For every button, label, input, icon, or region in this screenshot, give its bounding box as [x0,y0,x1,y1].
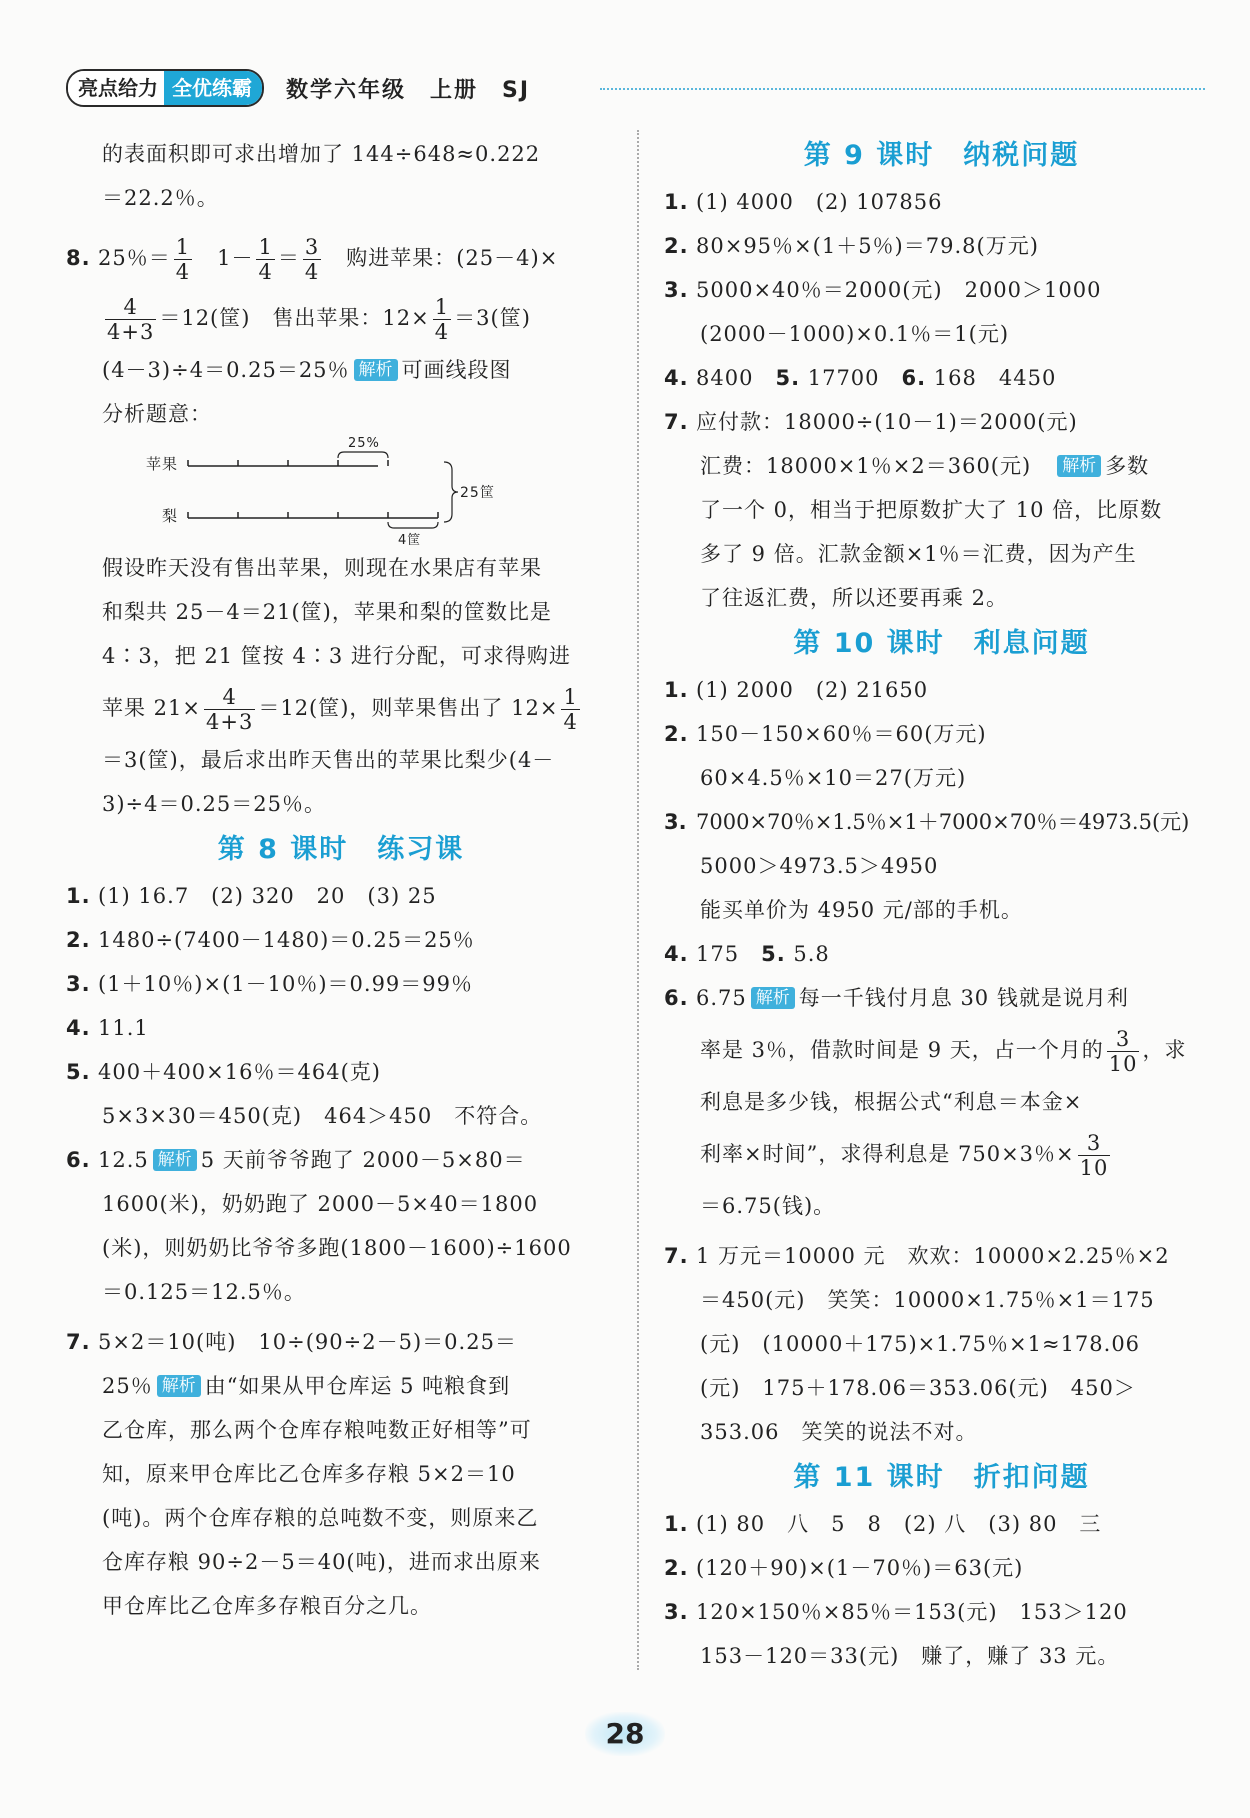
answer-3 [664,268,1219,312]
numerator: 3 [304,235,320,259]
text: (4－3)÷4＝0.25＝25％ [102,358,350,382]
text-line: 的表面积即可求出增加了 144÷648≈0.222 [102,142,541,166]
fraction [1107,1027,1140,1076]
diff-brace [388,522,438,528]
answer-5 [66,1050,616,1094]
analysis-tag: 解析 [1057,455,1101,477]
answer-3 [664,800,1219,844]
question-number: 3. [66,972,91,996]
question-number: 5. [66,1060,91,1084]
text: ，求 [1142,1038,1187,1062]
answer-1 [664,1502,1219,1546]
answer-1 [66,874,616,918]
text: 168 4450 [926,366,1057,390]
text: (1＋10％)×(1－10％)＝0.99＝99％ [98,972,474,996]
total-brace [444,462,458,522]
brand-logo [66,69,264,107]
text: 5.8 [785,942,830,966]
segment-diagram-svg [146,436,506,546]
question-number: 4. [664,942,689,966]
answer-7 [664,1234,1219,1278]
text: 由“如果从甲仓库运 5 吨粮食到 [204,1374,511,1398]
answer-4-5-6 [664,356,1219,400]
question-number: 2. [664,234,689,258]
text-line: (2000－1000)×0.1％＝1(元) [700,322,1010,346]
text: 可画线段图 [401,358,512,382]
text: 5000×40％＝2000(元) 2000＞1000 [696,278,1102,302]
denominator: 4+3 [206,710,254,734]
text-line: (元) (10000＋175)×1.75％×1≈178.06 [700,1332,1141,1356]
brand-left: 亮点给力 [68,71,164,105]
text-line: 分析题意： [102,402,212,426]
text-line: 5000＞4973.5＞4950 [700,854,939,878]
page-number: 28 [585,1712,665,1756]
text-line: 仓库存粮 90÷2－5＝40(吨)，进而求出原来 [102,1550,541,1574]
text: 12.5 [98,1148,149,1172]
question-number: 3. [664,278,689,302]
answer-6 [66,1138,616,1182]
question-number: 2. [664,722,689,746]
section-title-lesson-8: 第 8 课时 练习课 [217,834,465,865]
denominator: 4 [304,260,320,284]
pear-label: 梨 [162,507,179,525]
question-number: 3. [664,1600,689,1624]
text-line [66,1364,616,1408]
apple-label: 苹果 [146,455,179,473]
fraction [256,235,274,284]
text: 25％＝ [98,246,171,270]
text: 汇费：18000×1％×2＝360(元) [700,454,1032,478]
question-number: 8. [66,246,91,270]
right-column [664,132,1219,1678]
fraction [1078,1131,1111,1180]
text-line: 和梨共 25－4＝21(筐)，苹果和梨的筐数比是 [102,600,552,624]
numerator: 3 [1086,1131,1102,1155]
question-number: 4. [664,366,689,390]
question-8-line3 [66,348,616,392]
text-line [664,1020,1219,1080]
text-line: 153－120＝33(元) 赚了，赚了 33 元。 [700,1644,1120,1668]
answer-1 [664,668,1219,712]
text-line: (吨)。两个仓库存粮的总吨数不变，则原来乙 [102,1506,539,1530]
text: 80×95％×(1＋5％)＝79.8(万元) [696,234,1039,258]
text: 175 [696,942,762,966]
text-line: ＝3(筐)，最后求出昨天售出的苹果比梨少(4－ [102,748,555,772]
denominator: 4 [563,710,578,734]
text: (120＋90)×(1－70％)＝63(元) [696,1556,1024,1580]
text: 11.1 [98,1016,149,1040]
question-number: 2. [66,928,91,952]
denominator: 10 [1108,1052,1138,1076]
question-number: 6. [901,366,927,390]
numerator: 1 [434,295,450,319]
text-line: ＝6.75(钱)。 [700,1194,836,1218]
answer-2 [664,712,1219,756]
answer-2 [66,918,616,962]
question-number: 6. [664,986,689,1010]
text-line: 能买单价为 4950 元/部的手机。 [700,898,1023,922]
text-line: 353.06 笑笑的说法不对。 [700,1420,978,1444]
question-number: 2. [664,1556,689,1580]
segment-diagram [146,436,616,546]
column-divider [637,130,639,1670]
question-8-line2 [66,288,616,348]
question-number: 1. [66,884,91,908]
answer-7 [66,1320,616,1364]
section-title-lesson-9: 第 9 课时 纳税问题 [803,140,1080,171]
text: 1 万元＝10000 元 欢欢：10000×2.25％×2 [696,1244,1170,1268]
text: 120×150％×85％＝153(元) 153＞120 [696,1600,1128,1624]
fraction [561,685,579,734]
text-line: 了往返汇费，所以还要再乘 2。 [700,586,1009,610]
pct-label: 25% [348,436,380,451]
left-column [66,132,616,1628]
text: 5 天前爷爷跑了 2000－5×80＝ [200,1148,526,1172]
question-number: 7. [664,410,689,434]
analysis-tag: 解析 [354,359,398,381]
question-number: 1. [664,1512,689,1536]
fraction [105,295,156,344]
text: 利率×时间”，求得利息是 750×3％× [700,1142,1075,1166]
text: 每一千钱付月息 30 钱就是说月利 [798,986,1129,1010]
denominator: 4 [434,320,450,344]
text: 苹果 21× [102,696,201,720]
text: (1) 2000 (2) 21650 [696,678,929,702]
numerator: 1 [258,235,273,259]
fraction [174,235,192,284]
text-line: 甲仓库比乙仓库多存粮百分之几。 [102,1594,432,1618]
text: (1) 16.7 (2) 320 20 (3) 25 [98,884,437,908]
denominator: 10 [1079,1156,1109,1180]
text: (1) 80 八 5 8 (2) 八 (3) 80 三 [696,1512,1102,1536]
text: ＝12(筐) 售出苹果：12× [159,306,430,330]
question-number: 1. [664,678,689,702]
text-line: 多了 9 倍。汇款金额×1％＝汇费，因为产生 [700,542,1137,566]
question-number: 7. [66,1330,91,1354]
text: 8400 [696,366,776,390]
question-number: 5. [761,942,786,966]
text: ＝ [277,246,300,270]
answer-4 [66,1006,616,1050]
text-line: 假设昨天没有售出苹果，则现在水果店有苹果 [102,556,542,580]
text-line: 5×3×30＝450(克) 464＞450 不符合。 [102,1104,543,1128]
text-line: (米)，则奶奶比爷爷多跑(1800－1600)÷1600 [102,1236,572,1260]
text: 150－150×60％＝60(万元) [696,722,987,746]
analysis-tag: 解析 [153,1149,197,1171]
text-line [664,1124,1219,1184]
text: 1480÷(7400－1480)＝0.25＝25％ [98,928,475,952]
header-rule [600,88,1205,90]
fraction [433,295,451,344]
numerator: 4 [222,685,237,709]
text-line: 60×4.5％×10＝27(万元) [700,766,967,790]
text-line [66,678,616,738]
text-line: 知，原来甲仓库比乙仓库多存粮 5×2＝10 [102,1462,516,1486]
numerator: 1 [175,235,191,259]
page-header [66,68,530,108]
text-line: 4∶3，把 21 筐按 4∶3 进行分配，可求得购进 [102,644,571,668]
text-line: 了一个 0，相当于把原数扩大了 10 倍，比原数 [700,498,1163,522]
diff-label: 4筐 [398,533,422,546]
text-line: 乙仓库，那么两个仓库存粮吨数正好相等”可 [102,1418,532,1442]
fraction [303,235,321,284]
brand-right: 全优练霸 [164,71,262,105]
question-8-line1 [66,228,616,288]
text-line: ＝0.125＝12.5％。 [102,1280,306,1304]
text-line [664,444,1219,488]
answer-3 [664,1590,1219,1634]
text: 17700 [800,366,902,390]
text: 400＋400×16％＝464(克) [98,1060,381,1084]
answer-1 [664,180,1219,224]
numerator: 1 [563,685,578,709]
answer-4-5 [664,932,1219,976]
text: (1) 4000 (2) 107856 [696,190,943,214]
analysis-tag: 解析 [157,1375,201,1397]
answer-6 [664,976,1219,1020]
text: 7000×70％×1.5％×1＋7000×70％＝4973.5(元) [696,810,1190,834]
text-line: (元) 175＋178.06＝353.06(元) 450＞ [700,1376,1136,1400]
pct-brace [338,452,388,458]
numerator: 3 [1115,1027,1131,1051]
text: ＝3(筐) [454,306,531,330]
text: 购进苹果：(25－4)× [346,246,559,270]
answer-2 [664,1546,1219,1590]
text-line: 利息是多少钱，根据公式“利息＝本金× [700,1090,1083,1114]
text-line: ＝450(元) 笑笑：10000×1.75％×1＝175 [700,1288,1155,1312]
section-title-lesson-11: 第 11 课时 折扣问题 [793,1462,1090,1493]
text: 多数 [1105,454,1150,478]
section-title-lesson-10: 第 10 课时 利息问题 [793,628,1090,659]
numerator: 4 [123,295,138,319]
text: 率是 3％，借款时间是 9 天，占一个月的 [700,1038,1104,1062]
text: ＝12(筐)，则苹果售出了 12× [258,696,559,720]
question-number: 3. [664,810,687,834]
fraction [204,685,255,734]
text: 5×2＝10(吨) 10÷(90÷2－5)＝0.25＝ [98,1330,517,1354]
question-number: 5. [775,366,801,390]
denominator: 4 [175,260,191,284]
text: 6.75 [696,986,747,1010]
analysis-tag: 解析 [751,987,795,1009]
question-number: 1. [664,190,689,214]
denominator: 4 [258,260,273,284]
total-label: 25筐 [460,485,495,501]
question-number: 6. [66,1148,91,1172]
question-number: 7. [664,1244,689,1268]
text-line: 3)÷4＝0.25＝25％。 [102,792,326,816]
answer-3 [66,962,616,1006]
header-title: 数学六年级 上册 SJ [286,77,531,103]
text-line: 1600(米)，奶奶跑了 2000－5×40＝1800 [102,1192,539,1216]
denominator: 4+3 [107,320,155,344]
text: 25％ [102,1374,153,1398]
answer-2 [664,224,1219,268]
text: 1－ [217,246,254,270]
text: 应付款：18000÷(10－1)＝2000(元) [696,410,1078,434]
text-line: ＝22.2％。 [102,186,219,210]
answer-7 [664,400,1219,444]
question-number: 4. [66,1016,91,1040]
